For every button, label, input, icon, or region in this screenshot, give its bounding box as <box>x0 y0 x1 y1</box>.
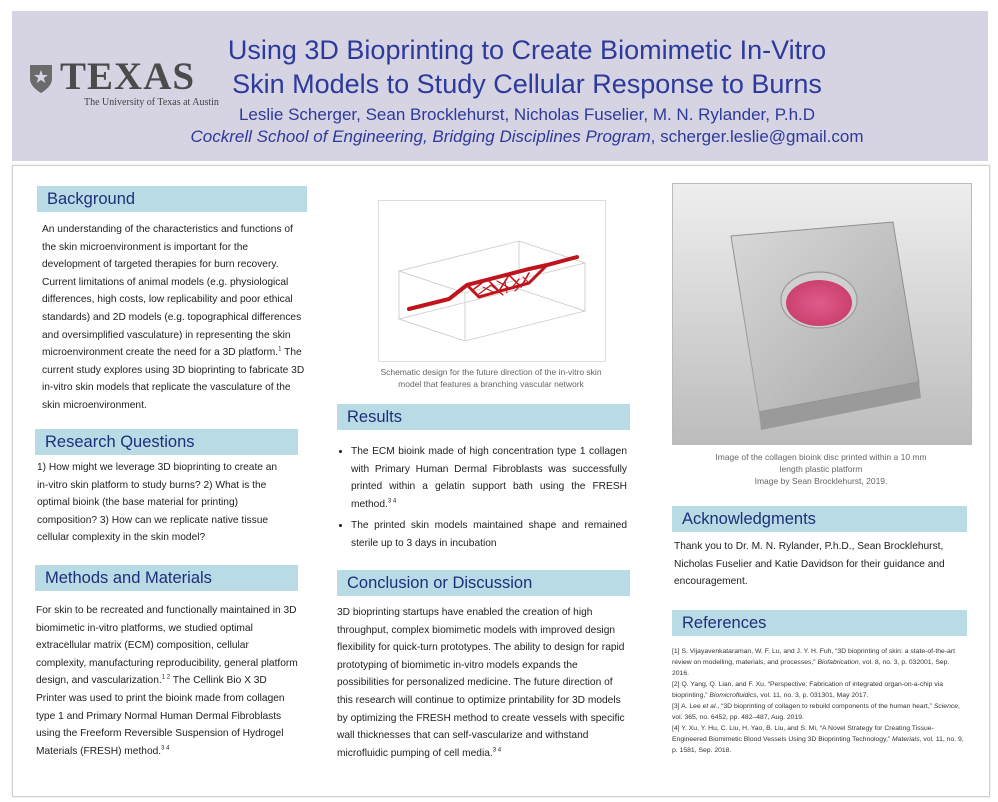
reference-4-details: , vol. 11, no. 9, p. 1581, Sep. 2018. <box>672 736 964 754</box>
disc-caption-line-3: Image by Sean Brocklehurst, 2019. <box>754 476 888 486</box>
references-list <box>672 646 967 756</box>
research-questions-text: 1) How might we leverage 3D bioprinting to create an in-vitro skin platform to study burns? 2) What is the optimal bioink (the base material for printing) composition? 3) How can we replicate native tissue cellular complexity in the skin model? <box>37 462 278 544</box>
collagen-disc-photo <box>672 183 972 445</box>
references-heading: References <box>672 610 967 636</box>
results-list <box>337 443 627 557</box>
contact-email: , scherger.leslie@gmail.com <box>650 127 864 146</box>
reference-3-etal: et al. <box>702 703 718 710</box>
reference-4 <box>672 723 967 756</box>
reference-2 <box>672 679 967 701</box>
conclusion-citation: 3 4 <box>492 747 502 754</box>
conclusion-heading: Conclusion or Discussion <box>337 570 630 596</box>
collagen-disc-image <box>673 184 971 444</box>
results-item-1-citation: 3 4 <box>387 498 397 505</box>
methods-citation-1: 1 <box>161 674 166 681</box>
disc-photo-caption <box>660 451 982 487</box>
reference-3-journal: Science <box>933 703 959 710</box>
university-logo <box>28 55 219 119</box>
logo-wordmark: TEXAS <box>60 55 196 98</box>
affiliation-school: Cockrell School of Engineering, Bridging Disciplines Program <box>190 127 651 146</box>
logo-subtitle: The University of Texas at Austin <box>84 97 219 108</box>
reference-2-text: [2] Q. Yang, Q. Lian, and F. Xu, “Perspective: Fabrication of integrated organ-on-a-chip via bioprinting,” <box>672 681 944 699</box>
methods-text-part2: The Cellink Bio X 3D Printer was used to print the bioink made from collagen type 1 and Primary Normal Human Dermal Fibroblasts using the Freeform Reversible Suspension of Hydrogel Materials (FRESH) method. <box>36 675 285 757</box>
results-item-2: • The printed skin models maintained shape and remained sterile up to 3 days in incubation <box>351 517 627 552</box>
reference-1-text: [1] S. Vijayavenkataraman, W. F. Lu, and J. Y. H. Fuh, “3D bioprinting of skin: a state-of-the-art review on modelling, materials, and processes,” <box>672 648 955 666</box>
methods-citation-3: 3 <box>161 745 165 752</box>
reference-3 <box>672 701 967 723</box>
reference-1-journal: Biofabrication <box>817 659 859 666</box>
reference-4-text: [4] Y. Xu, Y. Hu, C. Liu, H. Yao, B. Liu, and S. Mi, “A Novel Strategy for Creating Tissue-Engineered Biomimetic Blood Vessels Using 3D Bioprinting Technology,” <box>672 725 934 743</box>
background-text-part1: An understanding of the characteristics and functions of the skin microenvironment is important for the development of targeted therapies for burn recovery. Current limitations of animal models (e.g. physiological differences, high costs, low replicability and poor ethical standards) and 2D models (e.g. topographical differences and oversimplified vasculature) in representing the skin microenvironment create the need for a 3D platform. <box>42 224 302 359</box>
vascular-schematic-image <box>379 201 605 361</box>
background-text-part2: The current study explores using 3D bioprinting to fabricate 3D in-vitro skin models that replicate the vasculature of the skin microenvironment. <box>42 347 305 411</box>
research-questions-heading: Research Questions <box>35 429 298 455</box>
authors: Leslie Scherger, Sean Brocklehurst, Nicholas Fuselier, M. N. Rylander, P.h.D <box>238 105 816 124</box>
reference-2-journal: Biomicrofluidics <box>709 692 757 699</box>
background-citation: 1 <box>278 346 282 353</box>
reference-3-details: , vol. 365, no. 6452, pp. 482–487, Aug. 2019. <box>672 703 960 721</box>
reference-2-details: , vol. 11, no. 3, p. 031301, May 2017. <box>756 692 869 699</box>
poster-header <box>12 11 988 161</box>
background-text <box>42 221 308 415</box>
methods-citation-2: 2 <box>165 674 171 681</box>
results-item-1 <box>351 443 627 513</box>
schematic-figure <box>378 200 606 362</box>
methods-text <box>36 602 298 760</box>
reference-1 <box>672 646 967 679</box>
methods-text-part1: For skin to be recreated and functionally maintained in 3D biomimetic in-vitro platforms, we studied optimal extracellular matrix (ECM) composition, cellular complexity, manufacturing reproducibility, general platform design, and vascularization. <box>36 605 298 687</box>
conclusion-text <box>337 604 631 762</box>
methods-heading: Methods and Materials <box>35 565 298 591</box>
schematic-caption: Schematic design for the future direction of the in-vitro skin model that features a branching vascular network <box>380 367 602 389</box>
results-item-1-text: The ECM bioink made of high concentration type 1 collagen with Primary Human Dermal Fibroblasts was successfully printed within a gelatin support bath using the FRESH method. <box>351 446 627 510</box>
affiliation <box>172 126 882 148</box>
disc-caption-line-2: length plastic platform <box>779 464 863 474</box>
reference-3-text: [3] A. Lee <box>672 703 703 710</box>
background-heading: Background <box>37 186 307 212</box>
poster-title <box>202 33 852 101</box>
disc-caption-line-1: Image of the collagen bioink disc printed within a 10 mm <box>715 452 927 462</box>
title-line-1: Using 3D Bioprinting to Create Biomimetic In-Vitro <box>227 35 827 65</box>
acknowledgments-text: Thank you to Dr. M. N. Rylander, P.h.D., Sean Brocklehurst, Nicholas Fuselier and Katie Davidson for their guidance and encouragement. <box>674 541 945 588</box>
results-heading: Results <box>337 404 630 430</box>
methods-citation-4: 4 <box>164 745 170 752</box>
acknowledgments-heading: Acknowledgments <box>672 506 967 532</box>
reference-1-details: , vol. 8, no. 3, p. 032001, Sep. 2016. <box>672 659 950 677</box>
reference-4-journal: Materials <box>892 736 920 743</box>
conclusion-text-body: 3D bioprinting startups have enabled the creation of high throughput, complex biomimetic models with improved design flexibility for quick-turn prototypes. The ability to design for rapid prototyping of biomimetic in-vitro models expands the possibilities for personalized medicine. The future direction of this research will continue to optimize printability for 3D models by optimizing the FRESH method to create vessels with specific wall thicknesses that can self-vascularize and withstand microfluidic pumping of cell media. <box>337 607 625 759</box>
ut-shield-icon <box>28 63 54 95</box>
title-line-2: Skin Models to Study Cellular Response to Burns <box>232 69 822 99</box>
reference-3-title: , “3D bioprinting of collagen to rebuild components of the human heart,” <box>717 703 934 710</box>
